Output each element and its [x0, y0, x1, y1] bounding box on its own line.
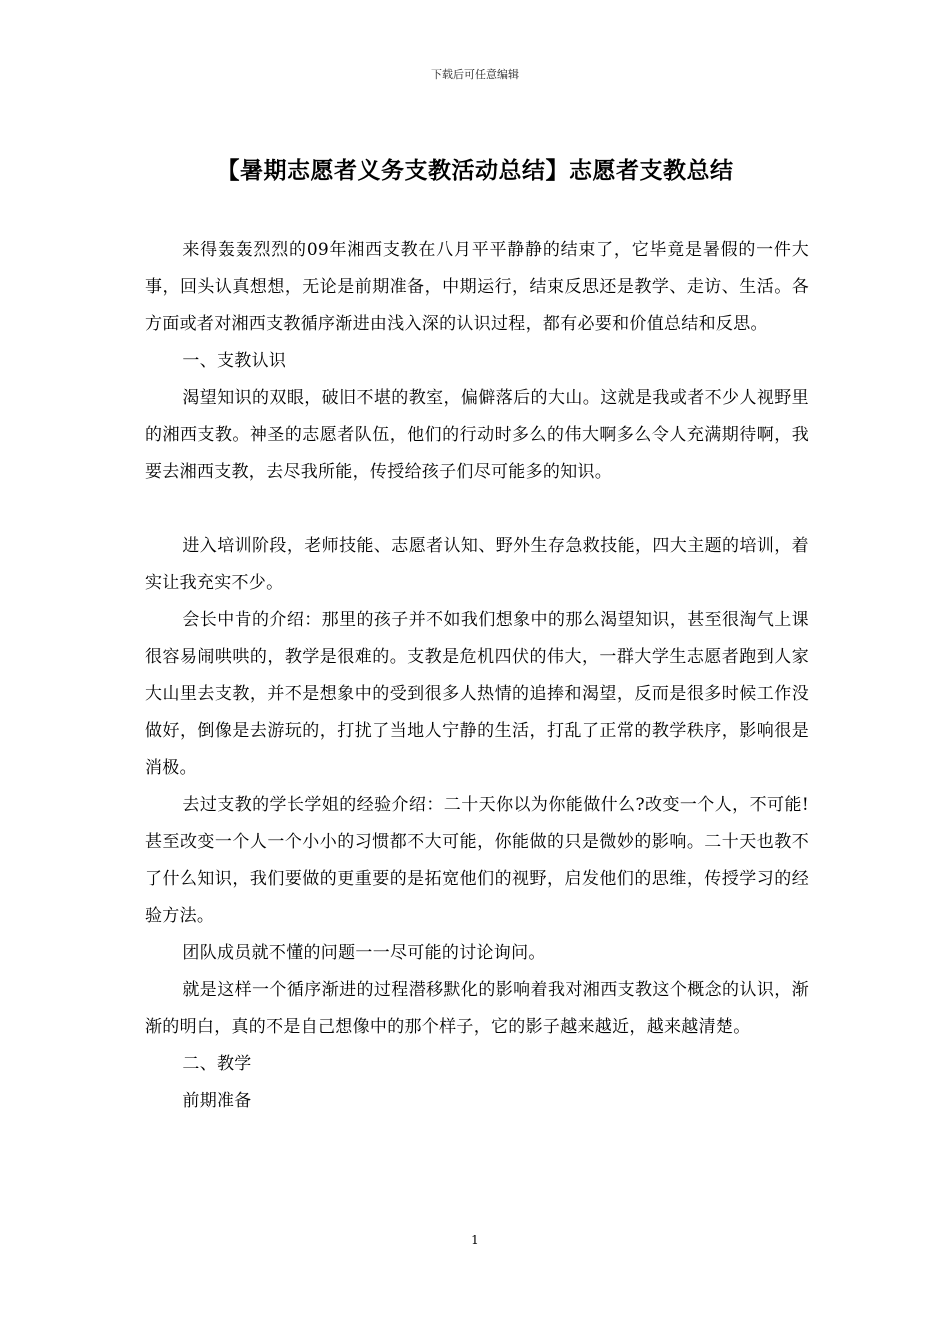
page-number: 1 [471, 1233, 479, 1247]
section-heading-teaching: 二、教学 [182, 1054, 252, 1074]
paragraph-senior-experience: 去过支教的学长学姐的经验介绍：二十天你以为你能做什么?改变一个人，不可能!甚至改变一个人一个小小的习惯都不大可能，你能做的只是微妙的影响。二十天也教不了什么知识，我们要做的更重要的是拓宽他们的视野，启发他们的思维，传授学习的经验方法。 [145, 795, 809, 926]
document-title: 【暑期志愿者义务支教活动总结】志愿者支教总结 [216, 157, 734, 184]
paragraph-team-discussion: 团队成员就不懂的问题一一尽可能的讨论询问。 [182, 943, 546, 963]
paragraph-president-intro: 会长中肯的介绍：那里的孩子并不如我们想象中的那么渴望知识，甚至很淘气上课很容易闹哄哄的，教学是很难的。支教是危机四伏的伟大，一群大学生志愿者跑到人家大山里去支教，并不是想象中的受到很多人热情的追捧和渴望，反而是很多时候工作没做好，倒像是去游玩的，打扰了当地人宁静的生活，打乱了正常的教学秩序，影响很是消极。 [145, 610, 809, 778]
paragraph-expectations: 渴望知识的双眼，破旧不堪的教室，偏僻落后的大山。这就是我或者不少人视野里的湘西支教。神圣的志愿者队伍，他们的行动时多么的伟大啊多么令人充满期待啊，我要去湘西支教，去尽我所能，传授给孩子们尽可能多的知识。 [145, 388, 809, 482]
section-heading-support-teaching-awareness: 一、支教认识 [182, 351, 287, 371]
paragraph-intro: 来得轰轰烈烈的09年湘西支教在八月平平静静的结束了，它毕竟是暑假的一件大事，回头认真想想，无论是前期准备，中期运行，结束反思还是教学、走访、生活。各方面或者对湘西支教循序渐进由浅入深的认识过程，都有必要和价值总结和反思。 [145, 240, 809, 334]
paragraph-gradual-understanding: 就是这样一个循序渐进的过程潜移默化的影响着我对湘西支教这个概念的认识，渐渐的明白，真的不是自己想像中的那个样子，它的影子越来越近，越来越清楚。 [145, 980, 809, 1037]
page-header-note: 下载后可任意编辑 [431, 68, 519, 81]
document-body [145, 232, 809, 1120]
subheading-preparation: 前期准备 [182, 1091, 252, 1111]
paragraph-training: 进入培训阶段，老师技能、志愿者认知、野外生存急救技能，四大主题的培训，着实让我充实不少。 [145, 536, 809, 593]
